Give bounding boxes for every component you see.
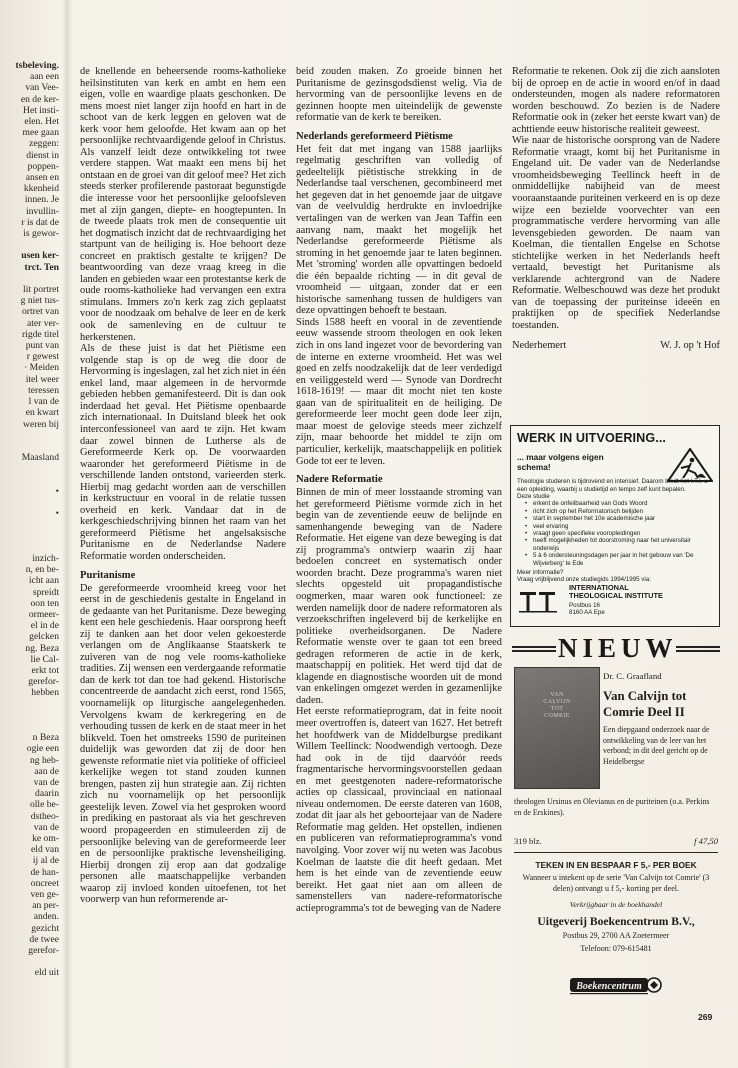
ad-intro: Theologie studeren is tijdrovend en intensief. Daarom biedt het I.T.I. u een opleiding, waarbij u studietijd en tempo zelf kunt bepalen. [517,478,708,493]
fragment-line: teressen [28,384,59,396]
list-item: • heeft mogelijkheden tot doorstroming naar het universitair onderwijs [525,537,713,552]
ad-body [517,478,713,584]
fragment-line: ortret van [21,306,59,318]
paragraph: Binnen de min of meer losstaande stroming van het gereformeerd Piëtisme vormde zich in het begin van de zeventiende eeuw de belijnde en samenhangende beweging van de Nadere Reformatie. Het eigene van deze beweging is dat zij programma's ontwierp waarin zij haar bedoelen concreet en systematisch onder woorden bracht. Deze programma's waren niet slechts opgesteld uit propagandistische oogmerken, maar waren ook functioneel: ze werden namelijk door de nadere reformatoren als verzoekschriften ingeleverd bij de kerkelijke en politieke overheidsorganen. De Nadere Reformatie wenste over te gaan tot een breed gedragen reformeren de actie in de kerk, maatschappij en politiek. Het werd tijd dat de klagende en diagnostische woorden uit de mond van enkelingen omgezet werden in gezamenlijke daden. [296,487,502,706]
fragment-line: r is dat de [21,216,59,228]
article-column-3 [512,66,720,351]
fragment-line: inzich- [32,552,59,564]
fragment-line: ij al de [32,855,59,867]
fragment-line: l van de [28,396,59,408]
fragment-line: · Meiden [24,362,59,374]
fragment-line: usen ker- [21,250,59,262]
fragment-line: rigde titel [21,328,59,340]
previous-page-fragment [0,60,62,1040]
cover-word: CALVIJN [543,699,571,705]
fragment-line: mee gaan [22,127,59,139]
fragment-line: an per- [32,900,59,912]
book-cover-image [514,667,600,789]
section-heading-puritanisme: Puritanisme [80,569,136,581]
fragment-line: weren bij [23,418,59,430]
nieuw-banner [512,634,720,664]
paragraph: De gereformeerde vroomheid kreeg voor het eerst in de geschiedenis gestalte in Engeland in de gedaante van het Puritanisme. Deze beweging kent een hele geschiedenis. Haar oorsprong heeft zij te danken aan het door velen gekoesterde verlangen om de Anglikaanse Staatskerk te zuiveren van de nog vele rooms-katholieke tradities. Zij wensen een verdergaande reformatie dan de kerk tot dan toe had gekend. Historische concentreerde de aandacht zich eerst, rond 1565, voornamelijk op liturgische aangelegenheden. Vervolgens kwam de kerkregering en de verhouding tussen de kerk en de staat meer in het blikveld. Toen het omstreeks 1590 de puriteinen duidelijk was geworden dat zij de door hen gewenste reformatie niet via politieke of officieel kerkelijke wegen tot stand zouden kunnen brengen, pasten zij hun strategie aan. Zij richten zich nu voornamelijk op het persoonlijk geestelijk leven. Zowel via het gesproken woord in prediking en pastoraat als via het geschreven woord propageerden en stimuleerden zij de persoonlijke beleving van de gereformeerde leer en de persoonlijke praktische levensheiliging. Hierbij drongen zij erop aan dat godzalige personen alle maatschappelijke verbanden waarop zij invloed konden uitoefenen, tot het voorwerp van hun reformerende ar- [80,582,286,906]
list-item: • richt zich op het Reformatorisch belijden [525,508,713,515]
fragment-line [0,239,62,250]
fragment-line: gelcken [29,631,59,643]
signature-place: Nederhemert [512,339,567,351]
address-line-1: Postbus 16 [569,602,600,609]
institute-name [569,584,663,600]
divider [514,852,718,853]
cover-word: TOT [550,706,564,712]
fragment-line: poppen- [27,160,59,172]
fragment-line [0,497,62,508]
article-column-2 [296,66,502,914]
fragment-line: eld uit [34,967,59,979]
fragment-line: eld van [31,844,59,856]
fragment-line: dstheo- [30,810,59,822]
fragment-line [0,699,62,710]
fragment-line: lie Cal- [30,653,59,665]
fragment-line: trct. Ten [24,261,59,273]
offer-text: Wanneer u intekent op de serie 'Van Calvijn tot Comrie' (3 delen) ontvangt u f 5,- korting per deel. [522,873,710,893]
fragment-line: van Vee- [25,82,59,94]
paragraph: Reformatie te rekenen. Ook zij die zich aansloten bij de oproep en de actie in woord en/of in daad ondersteunden, mogen als nadere reformatoren worden beschouwd. Zo bezien is de Nadere Reformatie ook in (zeker het eerste kwart van) de achttiende eeuw historische realiteit geweest. [512,66,720,135]
fragment-line [0,475,62,486]
paragraph: Wie naar de historische oorsprong van de Nadere Reformatie vraagt, komt bij het Puritanisme in Engeland uit. De vader van de Nederlandse vroomheidsbeweging Teellinck heeft in de onmiddellijke nabijheid van de meest vooraanstaande puriteinen verkeerd en is op deze wijze een bezielde voorvechter van een programmatische verdere hervorming van alle levensgebieden geworden. De naam van Koelman, die tientallen Engelse en Schotse stichtelijke werken in het Nederlands heeft vertaald, bevestigt het Puritanisme als verklarende achtergrond van de Nadere Reformatie. Welbeschouwd was deze het produkt van de toepassing der puriteinse ideeën en praktijken op de specifiek Nederlandse toestanden. [512,135,720,332]
fragment-line: lit portret [23,284,59,296]
fragment-line: is gewor- [23,228,59,240]
fragment-line: olle be- [29,799,59,811]
page-number: 269 [698,1012,713,1022]
list-item: • erkent de onfeilbaarheid van Gods Woord [525,500,713,507]
paragraph: Het feit dat met ingang van 1588 jaarlijks regelmatig geschriften van volledig of gedeeltelijk piëtistische strekking in de Nederlandse taal verschenen, gecombineerd met het gegeven dat in het genoemde jaar de uitgave van de veelvuldig herdrukte en invloedrijke vertalingen van de werken van Jean Taffin een aanvang nam, maakt het mogelijk het Nederlandse gereformeerde Piëtisme als stroming in het genoemde jaar te laten beginnen. Met 'stroming' worden alle opvattingen bedoeld die één bepaalde richting — in dit geval de vroomheid — uitgaan, zonder dat er een historische samenhang tussen de huldigers van deze opvattingen behoeft te bestaan. [296,143,502,317]
page-gutter [62,0,72,1068]
article-column-1 [80,66,286,906]
fragment-line: r gewest [26,351,59,363]
availability-note: Verkrijgbaar in de boekhandel [569,900,663,909]
list-item: • start in september het 10e academische jaar [525,515,713,522]
book-pages: 319 blz. [514,836,542,846]
list-item: • vraagt geen specifieke vooropleidingen [525,530,713,537]
fragment-line: aan een [29,71,59,83]
fragment-line: n Beza [32,732,59,744]
ad-meer-info: Meer informatie? [517,569,564,577]
fragment-line: ke om- [32,833,59,845]
fragment-line: ansen en [25,172,59,184]
institute-name-line-2: THEOLOGICAL INSTITUTE [569,591,663,600]
fragment-line: el in de [30,620,59,632]
signature-author: W. J. op 't Hof [660,339,720,351]
fragment-line: ven ge- [30,889,59,901]
fragment-line: gezicht [31,922,59,934]
paragraph: Het eerste reformatieprogram, dat in feite nooit meer overtroffen is, dateert van 1627. Het betreft het hoofdwerk van de Middelburgse predikant Willem Teellinck: Noodwendigh vertoogh. Deze had ook in de tijd daarvóór reeds fragmentarische hervormingsvoorstellen gedaan en met geestgenoten nadere-reformatorische acties op classicaal, provinciaal en nationaal niveau ondernomen. De eerste dateren van 1608, zodat dit jaar als het geboortejaar van de Nadere Reformatie mag gelden. Het opstellen, indienen en publiceren van reformatieprogramma's vond navolging. Voor zover wij nu weten was Jacobus Koelman de laatste die dit heeft gedaan. Met hem is het einde van de zeventiende eeuw bereikt. Het gaat niet aan om alleen de samenstellers van nadere-reformatorische actieprogramma's tot de beweging van de Nadere [296,706,502,914]
cover-word: COMRIE [544,713,570,719]
book-price: f 47,50 [694,836,718,846]
fragment-line: Het insti- [23,104,59,116]
banner-word: NIEUW [558,633,678,663]
publisher-phone: Telefoon: 079-615481 [580,944,652,953]
fragment-line [0,721,62,732]
banner-rule-left [512,646,556,652]
book-title: Van Calvijn tot Comrie Deel II [603,689,687,719]
logo-wordmark: Boekencentrum [576,981,642,992]
fragment-line [0,273,62,284]
fragment-line [0,956,62,967]
fragment-line: Maasland [21,452,59,464]
iti-advertisement [510,425,720,627]
fragment-line: punt van [25,340,59,352]
fragment-line: hebben [31,687,59,699]
institute-address [569,602,605,616]
ad-bullet-list [525,500,713,567]
fragment-line [0,463,62,474]
fragment-line: g niet tus- [20,295,59,307]
fragment-line: de twee [29,933,59,945]
publisher-name: Uitgeverij Boekencentrum B.V., [537,915,695,928]
list-item: • 5 à 6 ondersteuningsdagen per jaar in het gebouw van 'De Wijverberg' te Ede [525,552,713,567]
fragment-line: • [55,508,59,520]
fragment-line: dienst in [26,149,59,161]
section-heading-nederlands-pietisme: Nederlands gereformeerd Piëtisme [296,130,453,142]
offer-heading: TEKEN IN EN BESPAAR F 5,- PER BOEK [535,860,697,870]
fragment-line: ng heb- [29,754,59,766]
fragment-line: ater ver- [26,317,59,329]
paragraph: Sinds 1588 heeft en vooral in de zeventiende eeuw wassende stroom theologen en ook leken zich in ons land ingezet voor de bevordering van de interne en externe vroomheid. Het was wel goed en zelfs noodzakelijk dat de leer verdedigd en veiliggesteld werd — Synode van Dordrecht 1618-1619! — maar dit mocht niet ten koste gaan van de spiritualiteit en de heiliging. De gereformeerde leer mocht geen dode leer zijn, maar moest de gelovige steeds meer zichzelf zijn, maar behoorde het middel te zijn om particulier, kerkelijk, maatschappelijk en politiek Gode tot eer te leven. [296,316,502,467]
ad-subtitle: ... maar volgens eigen schema! [517,452,604,472]
book-description-continued: theologen Ursinus en Olevianus en de puriteinen (o.a. Perkins en de Erskines). [514,797,710,817]
fragment-line: en kwart [25,407,59,419]
fragment-line: oncreet [30,877,59,889]
paragraph: de knellende en beheersende rooms-katholieke heilsinstituten van kerk en ambt en hem een eigen, volle en waardige plaats geschonken. De mens moest niet langer zijn hoofd en hart in de schoot van de kerk leggen en geloven wat de kerk voor hem geloofde. Het kwam aan op het persoonlijke rechtvaardigende geloof in Christus. Als vanzelf leidt deze ontwikkeling tot twee verdere stappen. Wat maakt een mens bij het ontstaan en de groei van dit geloof mee? Het zich steeds sterker profilerende pastoraat begunstigde die interesse voor het persoonlijke geloofsleven met al zijn gangen, diepte- en hoogtepunten. In de tweede plaats trok men de consequentie uit het dogmatisch inzicht dat de rechtvaardiging het startpunt van de heiliging is. Hoe behoort deze concreet en praktisch gestalte te krijgen? De beantwoording van deze vraag kreeg in die landen en gebieden waar een protestantse kerk de oude rooms-katholieke had vervangen een extra stimulans. Immers zo'n kerk zag zich geplaatst voor de noodzaak om behalve de leer en de kerk ook de samenleving en de cultuur te herkerstenen. [80,66,286,343]
fragment-line: invullin- [25,205,59,217]
fragment-line: en de ker- [20,93,59,105]
fragment-line: aan de [34,765,59,777]
fragment-line: innen. Je [24,194,59,206]
fragment-line: ng. Beza [25,642,59,654]
book-price-line [514,836,718,846]
paragraph: Als de these juist is dat het Piëtisme een volgende stap is op de weg die door de Hervorming is ingeslagen, zal het zich niet in één enkel land, maar algemeen in de hervormde gebieden hebben gemanifesteerd. Dit is dan ook inderdaad het geval. Het Piëtisme openbaarde zich internationaal. In Duitsland bleek het ook interconfessioneel van aard te zijn. Het kwam daar zowel binnen de Lutherse als de Gereformeerde Kerk op. De voorwaarden waaronder het gereformeerd Piëtisme in de verschillende landen ontstond, varieerden sterk. Hierbij mag gedacht worden aan de verschillen in kerkstructuur en vooral in de relatie tussen overheid en kerk. Vandaar dat in de kerkgeschiedschrijving binnen het raam van het gereformeerd Piëtisme het angelsaksische Puritanisme en de Nederlandse Nadere Reformatie worden onderscheiden. [80,343,286,562]
fragment-line [0,710,62,721]
banner-rule-right [676,646,720,652]
list-item: • veel ervaring [525,523,713,530]
fragment-line: n, en be- [25,564,59,576]
fragment-line: gerefor- [28,945,59,957]
cover-word: VAN [550,692,564,698]
fragment-line: de han- [30,866,59,878]
fragment-line: van de [33,821,59,833]
fragment-line [0,531,62,542]
book-cover-text [515,692,599,720]
fragment-line: itel weer [25,373,59,385]
fragment-line: ormeer- [28,608,59,620]
iti-institute-block [517,584,713,620]
fragment-line [0,430,62,441]
book-author: Dr. C. Graafland [603,671,662,681]
fragment-line: anden. [33,911,59,923]
book-info [603,671,720,767]
ad-vraag: Vraag vrijblijvend onze studiegids 1994/1995 via: [517,576,651,584]
fragment-line: gerefor- [28,676,59,688]
fragment-line: erkt tot [31,664,59,676]
fragment-line: • [55,485,59,497]
boekencentrum-logo [568,975,664,997]
book-description: Een diepgaand onderzoek naar de ontwikkeling van de leer van het verbond; in dit deel gericht op de Heidelbergse [603,725,710,766]
fragment-line: ogie een [26,743,59,755]
fragment-line [0,542,62,553]
iti-logo-icon [519,590,557,614]
fragment-line [0,519,62,530]
fragment-line: daarin [35,788,59,800]
fragment-line: spreidt [32,586,59,598]
author-signature [512,340,720,352]
ad-title: WERK IN UITVOERING... [517,431,667,445]
fragment-line: tsbeleving. [15,60,59,71]
address-line-2: 8160 AA Epe [569,609,605,617]
paragraph: beid zouden maken. Zo groeide binnen het Puritanisme de gezinsgodsdienst welig. Via de hervorming van de persoonlijke levens en de gezinnen hoopte men uiteindelijk de gewenste reformatie van de kerk te bereiken. [296,66,502,124]
fragment-line: kkenheid [23,183,59,195]
fragment-line: oon ten [30,597,59,609]
roadwork-sign-icon [667,448,713,482]
section-heading-nadere-reformatie: Nadere Reformatie [296,474,383,486]
fragment-line [0,441,62,452]
subscription-offer [514,860,718,954]
fragment-line: elen. Het [24,116,59,128]
ad-deze-studie: Deze studie [517,493,550,500]
fragment-line: zeggen: [29,138,59,150]
fragment-line: icht aan [28,575,59,587]
fragment-line: van de [33,777,59,788]
publisher-address: Postbus 29, 2700 AA Zoetermeer [562,931,670,940]
institute-name-line-1: INTERNATIONAL [569,583,629,592]
